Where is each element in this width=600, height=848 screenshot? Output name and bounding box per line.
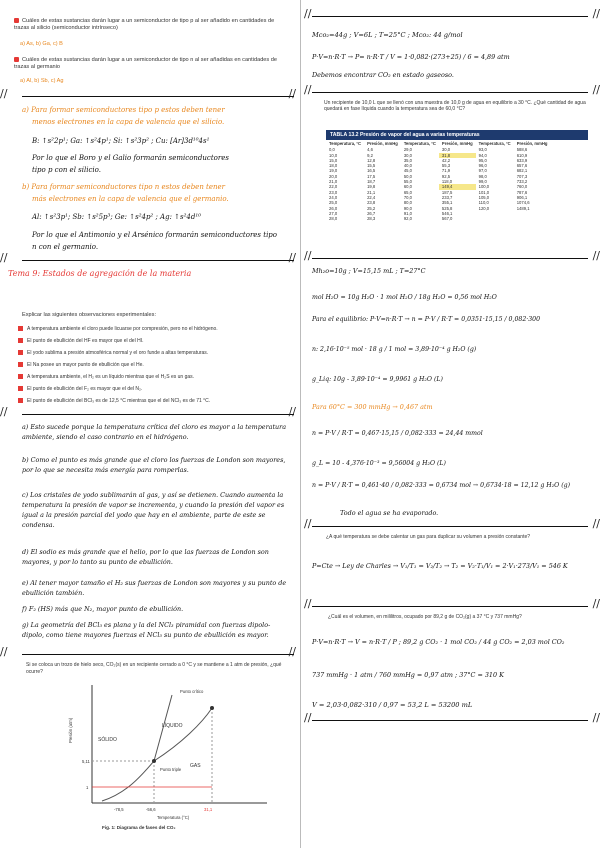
table-cell: 98,0 [478, 173, 487, 179]
table-cell: 80,0 [403, 200, 412, 206]
answer-a-text-1: Por lo que el Boro y el Galio formarán semiconductores [32, 154, 229, 162]
table-cell: 23,0 [329, 189, 338, 195]
table-cell: 45,0 [403, 168, 412, 174]
answer-b-text-2: n con el germanio. [32, 243, 99, 251]
table-header: Presión, mmHg [367, 141, 398, 146]
table-cell: 30,0 [441, 147, 451, 153]
table-cell: 118,0 [441, 179, 453, 185]
page-rule-1: // // [0, 87, 296, 100]
calc-line-5: g_Liq: 10g - 3,89·10⁻⁴ = 9,9961 g H₂O (L) [312, 376, 443, 383]
ytick-1: 1 [86, 785, 89, 790]
table-cell: 94,0 [478, 152, 487, 158]
diagram-caption: Fig. 1: Diagrama de fases del CO₂ [102, 825, 176, 830]
table-cell: 149,4 [439, 184, 476, 189]
xtick-minus-78-5: -78,5 [114, 807, 124, 812]
table-cell: 18,7 [367, 179, 376, 185]
volume-result: V = 2,03·0,082·310 / 0,97 = 53,2 L = 53200 mL [312, 701, 473, 709]
right-column [304, 0, 600, 848]
observation-g: El punto de ebullición del BCl₃ es de 12,5 °C mientras que el del NCl₃ es de 71 °C. [18, 397, 210, 405]
triple-point-marker [152, 759, 156, 763]
calc-line-10: Todo el agua se ha evaporado. [340, 509, 439, 517]
question-6: ¿A qué temperatura se debe calentar un gas para duplicar su volumen a presión constante? [326, 534, 531, 540]
table-cell: 15,5 [367, 163, 376, 169]
observation-d: El Na posee un mayor punto de ebullición que el He. [18, 361, 144, 369]
table-cell: 787,6 [516, 189, 528, 195]
table-row [326, 216, 550, 221]
explain-question: Explicar las siguientes observaciones experimentales: [22, 312, 157, 318]
answer-a-text-2: tipo p con el silicio. [32, 166, 101, 174]
page-rule-r3: // // [304, 249, 600, 262]
pressure-conversion: 737 mmHg · 1 atm / 760 mmHg = 0,97 atm ; 37°C = 310 K [312, 671, 504, 679]
question-2-options: a) Al, b) Sb, c) Ag [20, 78, 64, 84]
table-header: Temperatura, °C [478, 141, 511, 146]
table-cell: 25,0 [329, 200, 338, 206]
table-cell: 93,0 [478, 147, 487, 153]
table-header: Presión, mmHg [441, 141, 473, 146]
co2-given-data: Mco₂=44g ; V=6L ; T=25°C ; Mco₂: 44 g/mol [312, 31, 463, 39]
table-title: TABLA 13.2 Presión de vapor del agua a varias temperaturas [326, 130, 588, 140]
table-cell: 22,4 [367, 194, 376, 200]
table-cell: 55,3 [441, 163, 451, 169]
table-cell: 610,9 [516, 152, 528, 158]
table-cell: 21,1 [367, 189, 376, 195]
table-cell: 19,0 [329, 168, 338, 174]
table-cell: 40,0 [403, 163, 412, 169]
table-cell: 65,0 [403, 189, 412, 195]
page-rule-3: // // [0, 405, 296, 418]
table-cell: 1489,1 [516, 205, 530, 211]
table-cell: 4,6 [367, 147, 373, 153]
table-header: Temperatura, °C [329, 141, 362, 146]
question-4: Un recipiente de 10,0 L que se llenó con una muestra de 10,0 g de agua en equilibrio a 30 °C. ¿Qué cantidad de agua quedará en fase líquida cuando la temperatura sea de 60,0 °C? [324, 100, 586, 113]
table-cell: 23,8 [367, 200, 376, 206]
page-rule-4: // // [0, 645, 296, 658]
answer-obs-b: b) Como el punto es más grande que el cloro los fuerzas de London son mayores, por lo que se necesita más energía para romperlas. [22, 456, 286, 474]
co2-question: Si se coloca un trozo de hielo seco, CO₂(s) en un recipiente cerrado a 0 °C y se mantiene a 1 atm de presión, ¿qué ocurre? [26, 662, 282, 675]
table-cell: 90,0 [403, 205, 412, 211]
table-cell: 29,0 [403, 147, 412, 153]
gas-region-label: GAS [190, 763, 201, 769]
y-axis-label: Presión (atm) [68, 717, 73, 743]
calc-line-9: n = P·V / R·T = 0,461·40 / 0,082·333 = 0,6734 mol → 0,6734·18 = 12,12 g H₂O (g) [312, 482, 570, 489]
page-rule-2: // // [0, 251, 296, 264]
table-cell: 19,8 [367, 184, 376, 190]
page-rule-r6: // // [304, 711, 600, 724]
critical-point-marker [210, 706, 214, 710]
table-cell [476, 216, 514, 221]
table-cell: 31,8 [439, 153, 476, 158]
answer-a-title: a) Para formar semiconductores tipo p estos deben tener [22, 106, 225, 114]
table-cell: 525,8 [441, 205, 453, 211]
table-cell: 26,0 [329, 205, 338, 211]
calc-line-2: mol H₂O = 10g H₂O · 1 mol H₂O / 18g H₂O = 0,56 mol H₂O [312, 294, 497, 301]
table-cell: 546,1 [441, 210, 453, 216]
table-cell: 105,0 [478, 194, 490, 200]
answer-obs-d: d) El sodio es más grande que el helio, por lo que las fuerzas de London son mayores, y por lo tanto su punto de ebullición. [22, 548, 269, 566]
sublimation-curve [102, 761, 154, 801]
x-axis-label: Temperatura (°C) [157, 815, 190, 820]
triple-point-label: Punto triple [160, 767, 182, 772]
calc-line-7: n = P·V / R·T = 0,467·15,15 / 0,082·333 = 24,44 mmol [312, 430, 483, 437]
table-cell: 22,0 [329, 184, 338, 190]
observation-a: A temperatura ambiente el cloro puede licuarse por compresión, pero no el hidrógeno. [18, 325, 218, 333]
answer-b-title-2: más electrones en la capa de valencia que el germanio. [32, 195, 229, 203]
answer-a-config: B: ↑s²2p¹; Ga: ↑s²4p¹; Si: ↑s²3p² ; Cu: [Ar]3d¹⁰4s¹ [32, 137, 210, 145]
table-cell: 633,9 [516, 157, 528, 163]
table-cell: 42,2 [441, 157, 451, 163]
left-column [0, 0, 296, 848]
table-cell: 55,0 [403, 179, 412, 185]
page-rule-r2: // // [304, 83, 600, 96]
vaporization-curve [154, 708, 212, 761]
calc-line-6: Para 60°C = 300 mmHg → 0,467 atm [312, 403, 433, 411]
answer-b-text-1: Por lo que el Antimonio y el Arsénico formarán semiconductores tipo [32, 231, 277, 239]
table-cell: 20,0 [329, 173, 338, 179]
table-cell: 760,0 [516, 184, 528, 190]
table-cell [514, 216, 551, 221]
table-cell: 12,8 [367, 157, 376, 163]
table-cell: 70,0 [403, 194, 412, 200]
table-cell: 26,7 [367, 210, 376, 216]
answer-obs-e: e) Al tener mayor tamaño el H₂ sus fuerzas de London son mayores y su punto de ebullición también. [22, 579, 287, 597]
table-cell: 30,0 [403, 152, 412, 158]
table-cell: 657,6 [516, 163, 528, 169]
table-header-row [326, 140, 550, 147]
column-divider [300, 0, 301, 848]
calc-line-8: g_L = 10 - 4,376·10⁻³ = 9,56004 g H₂O (L) [312, 460, 446, 467]
table-cell: 95,0 [478, 157, 487, 163]
observation-e: A temperatura ambiente, el H₂ es un líquido mientras que el H₂S es un gas. [18, 373, 194, 381]
calc-line-4: n: 2,16·10⁻⁵ mol · 18 g / 1 mol = 3,89·10⁻⁴ g H₂O (g) [312, 346, 477, 353]
table-cell: 97,0 [478, 168, 487, 174]
table-cell: 92,0 [403, 216, 412, 222]
liquid-region-label: LÍQUIDO [162, 723, 183, 729]
table-cell: 96,0 [478, 163, 487, 169]
table-cell: 71,9 [441, 168, 451, 174]
observation-f: El punto de ebullición del F₂ es mayor que el del N₂. [18, 385, 142, 393]
question-7: ¿Cuál es el volumen, en mililitros, ocupado por 89,2 g de CO₂(g) a 37 °C y 737 mmHg? [328, 614, 522, 620]
table-cell: 110,0 [478, 200, 489, 206]
answer-b-config: Al: ↑s²3p¹; Sb: ↑s²5p³; Ge: ↑s²4p² ; Ag: ↑s²4d¹⁰ [32, 213, 201, 221]
question-2: Cuáles de estas sustancias darán lugar a un semiconductor de tipo n al ser añadidas en cantidades de trazas al germanio [14, 57, 277, 70]
table-cell: 0,0 [329, 147, 335, 153]
table-cell: 60,0 [403, 184, 412, 190]
table-cell: 682,1 [516, 168, 528, 174]
table-cell: 10,0 [329, 152, 338, 158]
table-cell: 16,5 [367, 168, 376, 174]
answer-obs-f: f) F₂ (HS) más que N₂, mayor punto de ebullición. [22, 605, 184, 613]
co2-phase-diagram [62, 683, 272, 848]
tema-heading: Tema 9: Estados de agregación de la materia [8, 269, 192, 278]
vapor-pressure-table [326, 130, 588, 221]
table-cell: 187,5 [441, 189, 453, 195]
table-cell: 99,0 [478, 179, 487, 185]
observation-b: El punto de ebullición del HF es mayor que el del HI. [18, 337, 143, 345]
page-rule-r4: // // [304, 517, 600, 530]
table-cell: 18,0 [329, 163, 338, 169]
table-cell: 27,0 [329, 210, 338, 216]
table-header: Temperatura, °C [403, 141, 436, 146]
table-cell: 21,0 [329, 179, 338, 185]
answer-a-title-2: menos electrones en la capa de valencia que el silicio. [32, 118, 225, 126]
answer-obs-g: g) La geometría del BCl₃ es plana y la del NCl₃ piramidal con fuerzas dipolo-dipolo, como tiene mayores fuerzas el NCl₃ su punto de ebullición es mayor. [22, 621, 271, 639]
answer-b-title: b) Para formar semiconductores tipo n estos deben tener [22, 183, 225, 191]
gas-phase-note: Debemos encontrar CO₂ en estado gaseoso. [312, 71, 454, 79]
table-cell: 92,5 [441, 173, 451, 179]
table-header: Presión, mmHg [516, 141, 548, 146]
table-cell: 15,0 [329, 157, 338, 163]
calc-line-3: Para el equilibrio: P·V=n·R·T → n = P·V / R·T = 0,0351·15,15 / 0,082·300 [312, 316, 541, 323]
critical-point-label: Punto crítico [180, 689, 204, 694]
table-cell: 50,0 [403, 173, 412, 179]
table-cell: 120,0 [478, 205, 490, 211]
table-cell: 100,0 [478, 184, 490, 190]
page-rule-r5: // // [304, 597, 600, 610]
table-cell: 588,6 [516, 147, 528, 153]
answer-obs-a: a) Esto sucede porque la temperatura crítica del cloro es mayor a la temperatura ambiente, siendo el caso contrario en el hidrógeno. [22, 423, 287, 441]
table-cell: 1074,6 [516, 200, 530, 206]
question-1-options: a) As, b) Ga, c) B [20, 41, 63, 47]
table-cell: 101,0 [478, 189, 490, 195]
table-cell: 35,0 [403, 157, 412, 163]
ideal-gas-setup: P·V=n·R·T → V = n·R·T / P ; 89,2 g CO₂ · 1 mol CO₂ / 44 g CO₂ = 2,03 mol CO₂ [312, 638, 565, 646]
table-cell: 25,2 [367, 205, 376, 211]
table-cell: 24,0 [329, 194, 338, 200]
table-cell: 28,0 [329, 216, 338, 222]
page-rule-r1: // // [304, 7, 600, 20]
table-cell: 17,5 [367, 173, 376, 179]
table-cell: 91,0 [403, 210, 412, 216]
table-cell: 733,2 [516, 179, 528, 185]
table-cell: 355,1 [441, 200, 453, 206]
vapor-pressure-grid [326, 140, 550, 221]
xtick-minus-56-6: -56,6 [146, 807, 156, 812]
table-cell: 28,3 [367, 216, 376, 222]
ideal-gas-calculation: P·V=n·R·T → P= n·R·T / V = 1·0,082·(273+25) / 6 = 4,89 atm [312, 53, 510, 61]
xtick-31-1: 31,1 [204, 807, 213, 812]
ytick-5-11: 5,11 [82, 759, 90, 764]
charles-law-solution: P=Cte → Ley de Charles → V₁/T₁ = V₂/T₂ → T₂ = V₂·T₁/V₁ = 2·V₁·273/V₁ = 546 K [312, 562, 568, 570]
calc-line-1: Mh₂o=10g ; V=15,15 mL ; T=27°C [312, 267, 426, 275]
table-cell: 9,2 [367, 152, 373, 158]
table-cell: 567,0 [441, 216, 453, 222]
observation-c: El yodo sublima a presión atmosférica normal y el oro funde a altas temperaturas. [18, 349, 208, 357]
table-cell: 707,3 [516, 173, 528, 179]
solid-region-label: SÓLIDO [98, 737, 117, 743]
table-cell: 906,1 [516, 194, 528, 200]
question-1: Cuáles de estas sustancias darán lugar a un semiconductor de tipo p al ser añadido en cantidades de trazas al silicio (semiconductor intrínseco) [14, 18, 275, 31]
table-cell: 233,7 [441, 194, 453, 200]
answer-obs-c: c) Los cristales de yodo sublimarán al gas, y así se detienen. Cuando aumenta la temperatura la presión de vapor se incrementa, y cuando la presión del vapor es igual a la presión parcial del yodo que hay en el ambiente, parte de este se condensa. [22, 491, 285, 529]
